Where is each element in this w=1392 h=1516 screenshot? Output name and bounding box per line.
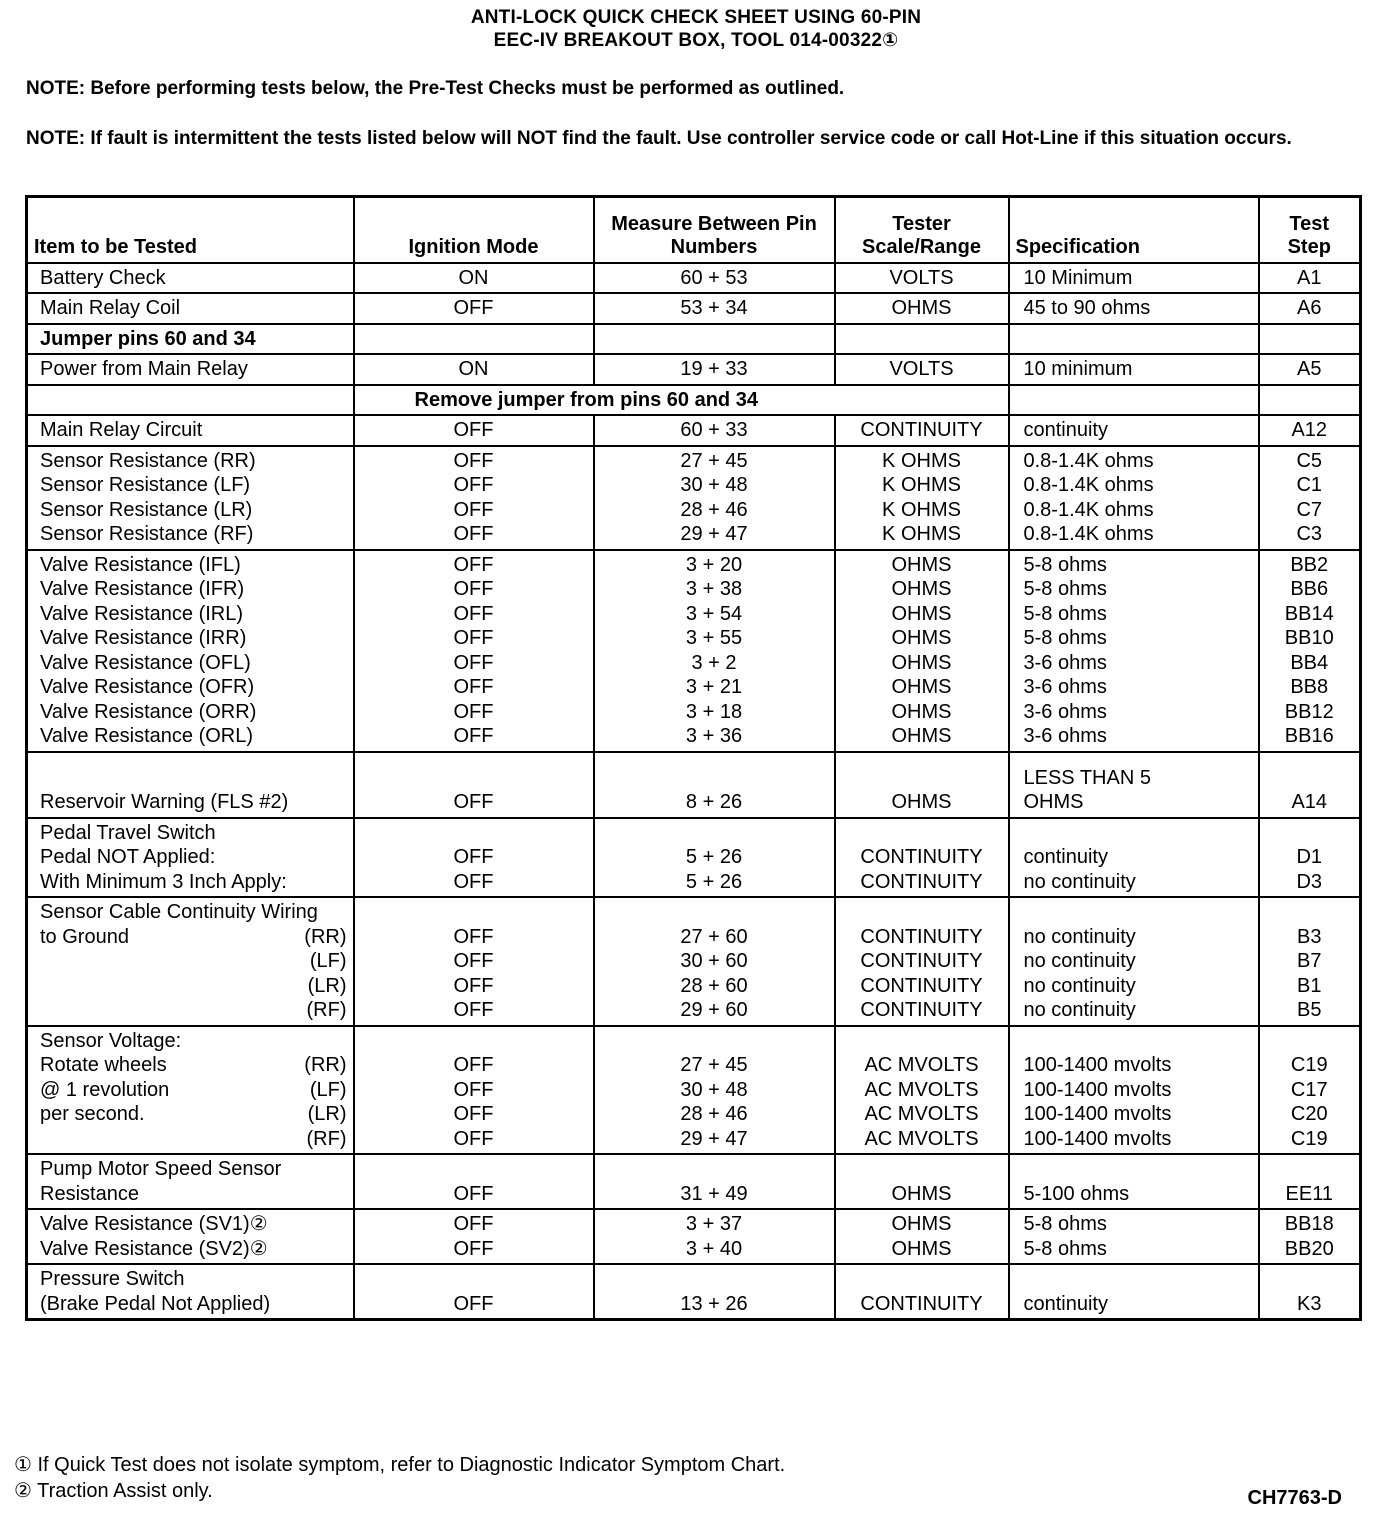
step-cell: B3 B7 B1 B5 bbox=[1259, 897, 1361, 1026]
table-row-pressure-switch bbox=[27, 1264, 1361, 1320]
item-cell: Power from Main Relay bbox=[27, 354, 354, 385]
table-row-sensor-cable bbox=[27, 897, 1361, 1026]
table-row bbox=[27, 354, 1361, 385]
ignition-cell: OFF OFF OFF OFF bbox=[354, 897, 594, 1026]
spec-cell: continuity bbox=[1009, 1264, 1259, 1320]
spec-cell: no continuity no continuity no continuity no continuity bbox=[1009, 897, 1259, 1026]
item-cell: Pedal Travel Switch Pedal NOT Applied: With Minimum 3 Inch Apply: bbox=[27, 818, 354, 898]
header-step: Test Step bbox=[1259, 197, 1361, 263]
spec-cell: 5-100 ohms bbox=[1009, 1154, 1259, 1209]
scale-cell: K OHMS K OHMS K OHMS K OHMS bbox=[835, 446, 1009, 550]
pins-cell: 3 + 20 3 + 38 3 + 54 3 + 55 3 + 2 3 + 21 3 + 18 3 + 36 bbox=[594, 550, 835, 752]
step-cell: EE11 bbox=[1259, 1154, 1361, 1209]
pins-cell: 3 + 37 3 + 40 bbox=[594, 1209, 835, 1264]
item-cell: Main Relay Circuit bbox=[27, 415, 354, 446]
ignition-cell: OFF bbox=[354, 415, 594, 446]
table-row-sensor-resistance bbox=[27, 446, 1361, 550]
ignition-cell: OFF bbox=[354, 293, 594, 324]
step-cell: A1 bbox=[1259, 263, 1361, 294]
step-cell: D1 D3 bbox=[1259, 818, 1361, 898]
item-cell: Sensor Resistance (RR) Sensor Resistance (LF) Sensor Resistance (LR) Sensor Resistance (RF) bbox=[27, 446, 354, 550]
spec-cell: continuity bbox=[1009, 415, 1259, 446]
table-row-pedal-travel bbox=[27, 818, 1361, 898]
header-item: Item to be Tested bbox=[27, 197, 354, 263]
item-cell: Reservoir Warning (FLS #2) bbox=[27, 752, 354, 818]
spec-cell: 45 to 90 ohms bbox=[1009, 293, 1259, 324]
pins-cell: 60 + 53 bbox=[594, 263, 835, 294]
header-ignition: Ignition Mode bbox=[354, 197, 594, 263]
table-row-remove-jumper bbox=[27, 385, 1361, 416]
ignition-cell: ON bbox=[354, 354, 594, 385]
ignition-cell: OFF bbox=[354, 752, 594, 818]
figure-id: CH7763-D bbox=[1247, 1487, 1342, 1509]
pins-cell: 8 + 26 bbox=[594, 752, 835, 818]
step-cell: K3 bbox=[1259, 1264, 1361, 1320]
step-cell: BB2 BB6 BB14 BB10 BB4 BB8 BB12 BB16 bbox=[1259, 550, 1361, 752]
spec-cell: LESS THAN 5 OHMS bbox=[1009, 752, 1259, 818]
pins-cell: 31 + 49 bbox=[594, 1154, 835, 1209]
table-row bbox=[27, 415, 1361, 446]
table-row-pump-motor bbox=[27, 1154, 1361, 1209]
pins-cell: 60 + 33 bbox=[594, 415, 835, 446]
spec-cell: 10 Minimum bbox=[1009, 263, 1259, 294]
ignition-cell: OFF OFF OFF OFF bbox=[354, 1026, 594, 1155]
table-row-sv-valves bbox=[27, 1209, 1361, 1264]
quick-check-table bbox=[25, 195, 1362, 1321]
header-measure: Measure Between Pin Numbers bbox=[594, 197, 835, 263]
table-row bbox=[27, 293, 1361, 324]
spec-cell: 100-1400 mvolts 100-1400 mvolts 100-1400 mvolts 100-1400 mvolts bbox=[1009, 1026, 1259, 1155]
pins-cell: 19 + 33 bbox=[594, 354, 835, 385]
ignition-cell: OFF OFF OFF OFF bbox=[354, 446, 594, 550]
pins-cell: 5 + 26 5 + 26 bbox=[594, 818, 835, 898]
scale-cell: CONTINUITY bbox=[835, 1264, 1009, 1320]
pins-cell: 53 + 34 bbox=[594, 293, 835, 324]
spec-cell: continuity no continuity bbox=[1009, 818, 1259, 898]
footnote-1: ① If Quick Test does not isolate symptom, refer to Diagnostic Indicator Symptom Chart. bbox=[14, 1454, 786, 1476]
header-tester: Tester Scale/Range bbox=[835, 197, 1009, 263]
step-cell: BB18 BB20 bbox=[1259, 1209, 1361, 1264]
table-row-jumper bbox=[27, 324, 1361, 355]
scale-cell: OHMS bbox=[835, 752, 1009, 818]
pins-cell: 27 + 60 30 + 60 28 + 60 29 + 60 bbox=[594, 897, 835, 1026]
footnote-2: ② Traction Assist only. bbox=[14, 1480, 213, 1502]
table-row-valve-resistance bbox=[27, 550, 1361, 752]
note-pretest: NOTE: Before performing tests below, the Pre-Test Checks must be performed as outlined. bbox=[26, 78, 845, 99]
spec-cell: 10 minimum bbox=[1009, 354, 1259, 385]
table-row bbox=[27, 263, 1361, 294]
title-line-2: EEC-IV BREAKOUT BOX, TOOL 014-00322① bbox=[493, 30, 899, 51]
ignition-cell: OFF OFF bbox=[354, 1209, 594, 1264]
ignition-cell: ON bbox=[354, 263, 594, 294]
pins-cell: 27 + 45 30 + 48 28 + 46 29 + 47 bbox=[594, 446, 835, 550]
step-cell: A12 bbox=[1259, 415, 1361, 446]
ignition-cell: OFF bbox=[354, 1154, 594, 1209]
table-row-sensor-voltage bbox=[27, 1026, 1361, 1155]
scale-cell: OHMS bbox=[835, 1154, 1009, 1209]
item-cell: Valve Resistance (IFL) Valve Resistance (IFR) Valve Resistance (IRL) Valve Resistance (IRR) Valve Resistance (OFL) Valve Resistance (OFR) Valve Resistance (ORR) Valve Resistance (ORL) bbox=[27, 550, 354, 752]
ignition-cell: OFF OFF OFF OFF OFF OFF OFF OFF bbox=[354, 550, 594, 752]
spec-cell: 0.8-1.4K ohms 0.8-1.4K ohms 0.8-1.4K ohms 0.8-1.4K ohms bbox=[1009, 446, 1259, 550]
item-cell: Sensor Voltage: Rotate wheels (RR) @ 1 revolution (LF) per second. (LR) (RF) bbox=[27, 1026, 354, 1155]
pins-cell: 27 + 45 30 + 48 28 + 46 29 + 47 bbox=[594, 1026, 835, 1155]
scale-cell: OHMS bbox=[835, 293, 1009, 324]
note-intermittent: NOTE: If fault is intermittent the tests listed below will NOT find the fault. Use controller service code or call Hot-Line if this situation occurs. bbox=[26, 128, 1292, 149]
scale-cell: CONTINUITY CONTINUITY CONTINUITY CONTINUITY bbox=[835, 897, 1009, 1026]
table-header-row bbox=[27, 197, 1361, 263]
spec-cell: 5-8 ohms 5-8 ohms 5-8 ohms 5-8 ohms 3-6 ohms 3-6 ohms 3-6 ohms 3-6 ohms bbox=[1009, 550, 1259, 752]
jumper-instruction: Jumper pins 60 and 34 bbox=[27, 324, 354, 355]
step-cell: A14 bbox=[1259, 752, 1361, 818]
step-cell: A6 bbox=[1259, 293, 1361, 324]
item-cell: Valve Resistance (SV1)② Valve Resistance (SV2)② bbox=[27, 1209, 354, 1264]
remove-jumper-instruction: Remove jumper from pins 60 and 34 bbox=[354, 385, 1009, 416]
scale-cell: VOLTS bbox=[835, 263, 1009, 294]
item-cell: Sensor Cable Continuity Wiring to Ground (RR) (LF) (LR) (RF) bbox=[27, 897, 354, 1026]
scale-cell: AC MVOLTS AC MVOLTS AC MVOLTS AC MVOLTS bbox=[835, 1026, 1009, 1155]
item-cell: Main Relay Coil bbox=[27, 293, 354, 324]
header-spec: Specification bbox=[1009, 197, 1259, 263]
scale-cell: VOLTS bbox=[835, 354, 1009, 385]
pins-cell: 13 + 26 bbox=[594, 1264, 835, 1320]
document-title bbox=[0, 6, 1392, 52]
step-cell: A5 bbox=[1259, 354, 1361, 385]
item-cell: Battery Check bbox=[27, 263, 354, 294]
scale-cell: CONTINUITY bbox=[835, 415, 1009, 446]
ignition-cell: OFF OFF bbox=[354, 818, 594, 898]
table-row-reservoir bbox=[27, 752, 1361, 818]
item-cell: Pump Motor Speed Sensor Resistance bbox=[27, 1154, 354, 1209]
scale-cell: OHMS OHMS bbox=[835, 1209, 1009, 1264]
title-line-1: ANTI-LOCK QUICK CHECK SHEET USING 60-PIN bbox=[470, 7, 922, 28]
spec-cell: 5-8 ohms 5-8 ohms bbox=[1009, 1209, 1259, 1264]
step-cell: C19 C17 C20 C19 bbox=[1259, 1026, 1361, 1155]
step-cell: C5 C1 C7 C3 bbox=[1259, 446, 1361, 550]
scale-cell: CONTINUITY CONTINUITY bbox=[835, 818, 1009, 898]
item-cell: Pressure Switch (Brake Pedal Not Applied) bbox=[27, 1264, 354, 1320]
ignition-cell: OFF bbox=[354, 1264, 594, 1320]
scale-cell: OHMS OHMS OHMS OHMS OHMS OHMS OHMS OHMS bbox=[835, 550, 1009, 752]
